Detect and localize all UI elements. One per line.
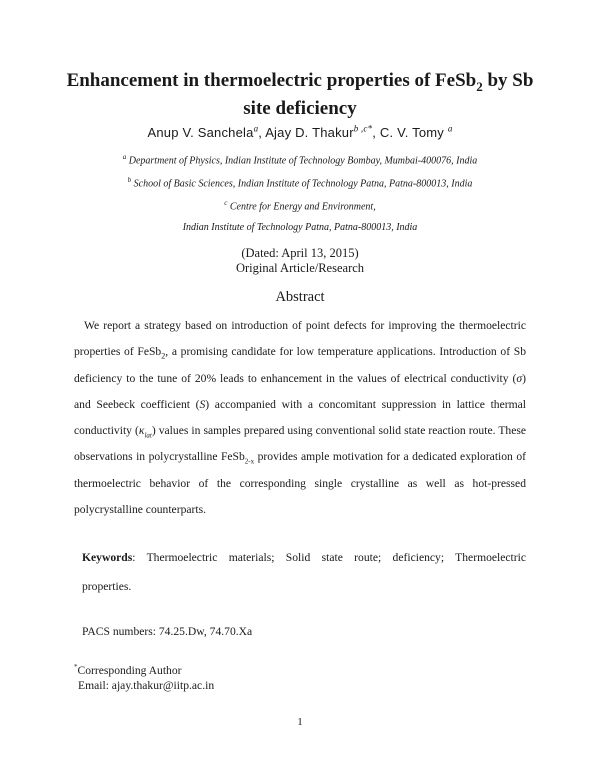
author-list — [0, 124, 600, 140]
abstract-line: observations in polycrystalline FeSb$_{2-x}$ provides ample motivation for a dedicated exploration of — [74, 450, 526, 466]
affiliation-c: $^c$ Centre for Energy and Environment, — [224, 199, 376, 213]
abstract-line: polycrystalline counterparts. — [74, 503, 206, 517]
affiliation-c-cont: Indian Institute of Technology Patna, Patna-800013, India — [182, 222, 418, 233]
keywords-line: properties. — [82, 580, 132, 593]
abstract-heading: Abstract — [275, 289, 325, 305]
abstract-line: conductivity $(\kappa_{lat})$ values in samples prepared using conventional solid state reaction route. These — [74, 424, 526, 440]
article-type: Original Article/Research — [235, 261, 365, 275]
page-number: 1 — [297, 716, 303, 728]
affiliation-a: $^a$ Department of Physics, Indian Institute of Technology Bombay, Mumbai-400076, India — [122, 153, 478, 167]
author-1: Anup V. Sanchela$^a$, — [147, 124, 266, 141]
dated-line: (Dated: April 13, 2015) — [241, 246, 359, 260]
abstract-line: properties of FeSb$_2$, a promising candidate for low temperature applications. Introduction of Sb — [74, 345, 526, 361]
paper-title — [0, 70, 600, 120]
footnote-email: Email: ajay.thakur@iitp.ac.in — [78, 679, 215, 692]
pacs-numbers: PACS numbers: 74.25.Dw, 74.70.Xa — [82, 625, 253, 638]
author-2: Ajay D. Thakur$^{b ,c*}$, — [265, 124, 380, 141]
affiliation-b: $^b$ School of Basic Sciences, Indian Institute of Technology Patna, Patna-800013, India — [127, 176, 473, 190]
keywords — [82, 550, 526, 608]
keywords-label: Keywords — [82, 551, 133, 564]
keywords-line: Keywords: Thermoelectric materials; Solid state route; deficiency; Thermoelectric — [82, 551, 526, 564]
footnote-corresponding: *Corresponding Author — [74, 663, 182, 677]
abstract-line: We report a strategy based on introduction of point defects for improving the thermoelectric — [84, 319, 526, 332]
abstract-line: deficiency to the tune of 20% leads to enhancement in the values of electrical conductivity (σ) — [74, 371, 526, 385]
author-3: C. V. Tomy $^a$ — [379, 124, 453, 141]
abstract-line: and Seebeck coefficient (S) accompanied with a concomitant suppression in lattice thermal — [74, 397, 526, 411]
title-line-1: Enhancement in thermoelectric properties of FeSb$_2$ by Sb — [66, 70, 534, 94]
abstract-body — [74, 318, 526, 528]
abstract-line: thermoelectric behavior of the corresponding single crystalline as well as hot-pressed — [74, 476, 526, 490]
title-line-2: site deficiency — [243, 97, 357, 119]
